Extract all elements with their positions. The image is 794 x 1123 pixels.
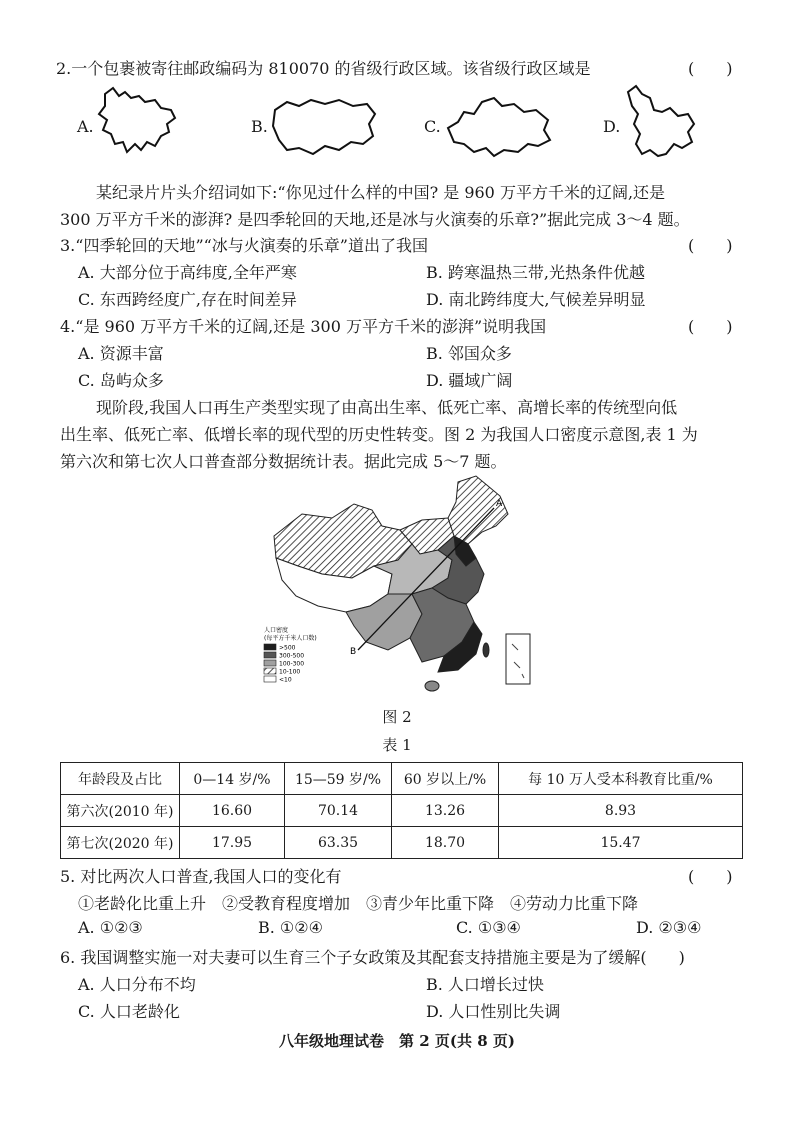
q3-option-b: B. 跨寒温热三带,光热条件优越 <box>426 263 646 282</box>
table-cell: 70.14 <box>285 795 392 827</box>
question-6-stem: 6. 我国调整实施一对夫妻可以生育三个子女政策及其配套支持措施主要是为了缓解( ) <box>60 948 685 967</box>
table-cell: 13.26 <box>392 795 499 827</box>
q6-option-d: D. 人口性别比失调 <box>426 1002 561 1021</box>
table-header: 年龄段及占比 <box>61 763 180 795</box>
q4-option-a: A. 资源丰富 <box>78 344 164 363</box>
province-shape-b <box>269 96 379 158</box>
q2-option-c-label: C. <box>424 117 441 136</box>
table-cell: 18.70 <box>392 827 499 859</box>
population-density-map <box>262 474 532 700</box>
q3-option-d: D. 南北跨纬度大,气候差异明显 <box>426 290 646 309</box>
question-3-answer-paren: ( ) <box>688 236 733 255</box>
question-2-stem: 2.一个包裹被寄往邮政编码为 810070 的省级行政区域。该省级行政区域是 <box>56 59 591 78</box>
intro-paragraph-2-line-1: 现阶段,我国人口再生产类型实现了由高出生率、低死亡率、高增长率的传统型向低 <box>96 398 678 417</box>
table-cell: 63.35 <box>285 827 392 859</box>
legend-item-100-300: 100-300 <box>279 660 305 668</box>
question-5-stem: 5. 对比两次人口普查,我国人口的变化有 <box>60 867 342 886</box>
legend-swatch-500-plus <box>264 644 276 650</box>
q2-option-b-label: B. <box>251 117 268 136</box>
legend-title: 人口密度 <box>264 627 289 634</box>
legend-item-500-plus: >500 <box>279 644 296 652</box>
q4-option-d: D. 疆域广阔 <box>426 371 513 390</box>
province-shape-c <box>444 94 554 160</box>
point-b-label: B <box>350 647 357 657</box>
legend-item-10-100: 10-100 <box>279 668 301 676</box>
legend-swatch-300-500 <box>264 652 276 658</box>
table-cell: 8.93 <box>499 795 743 827</box>
question-4-answer-paren: ( ) <box>688 317 733 336</box>
census-table <box>60 762 743 859</box>
q6-option-b: B. 人口增长过快 <box>426 975 544 994</box>
q5-option-c: C. ①③④ <box>456 918 521 937</box>
q2-option-d-label: D. <box>603 117 621 136</box>
table-header: 0—14 岁/% <box>180 763 285 795</box>
q6-option-c: C. 人口老龄化 <box>78 1002 180 1021</box>
table-cell: 第六次(2010 年) <box>61 795 180 827</box>
table-caption: 表 1 <box>382 736 412 754</box>
legend-swatch-100-300 <box>264 660 276 666</box>
question-4-stem: 4.“是 960 万平方千米的辽阔,还是 300 万平方千米的澎湃”说明我国 <box>60 317 547 336</box>
q5-option-d: D. ②③④ <box>636 918 702 937</box>
intro-paragraph-2-line-2: 出生率、低死亡率、低增长率的现代型的历史性转变。图 2 为我国人口密度示意图,表 1 为 <box>60 425 698 444</box>
q3-option-a: A. 大部分位于高纬度,全年严寒 <box>78 263 297 282</box>
table-header: 每 10 万人受本科教育比重/% <box>499 763 743 795</box>
table-header-row <box>61 763 743 795</box>
table-cell: 16.60 <box>180 795 285 827</box>
q4-option-c: C. 岛屿众多 <box>78 371 164 390</box>
q5-statements: ①老龄化比重上升 ②受教育程度增加 ③青少年比重下降 ④劳动力比重下降 <box>78 894 639 913</box>
q2-option-a-label: A. <box>77 117 94 136</box>
table-row <box>61 827 743 859</box>
table-header: 60 岁以上/% <box>392 763 499 795</box>
question-5-answer-paren: ( ) <box>688 867 733 886</box>
legend-swatch-10-100 <box>264 668 276 674</box>
province-shape-a <box>95 86 177 158</box>
question-3-stem: 3.“四季轮回的天地”“冰与火演奏的乐章”道出了我国 <box>60 236 428 255</box>
table-cell: 15.47 <box>499 827 743 859</box>
q5-option-a: A. ①②③ <box>78 918 143 937</box>
q6-option-a: A. 人口分布不均 <box>78 975 196 994</box>
legend-item-under-10: <10 <box>279 676 292 684</box>
province-shape-d <box>620 82 700 162</box>
page-footer: 八年级地理试卷 第 2 页(共 8 页) <box>279 1032 515 1050</box>
question-2-answer-paren: ( ) <box>688 59 733 78</box>
region-northeast-hatched <box>448 476 508 544</box>
table-cell: 第七次(2020 年) <box>61 827 180 859</box>
point-a-label: A <box>496 499 503 509</box>
region-hainan <box>425 681 439 691</box>
q4-option-b: B. 邻国众多 <box>426 344 512 363</box>
table-cell: 17.95 <box>180 827 285 859</box>
legend-swatch-under-10 <box>264 676 276 682</box>
table-header: 15—59 岁/% <box>285 763 392 795</box>
q3-option-c: C. 东西跨经度广,存在时间差异 <box>78 290 297 309</box>
intro-paragraph-1-line-1: 某纪录片片头介绍词如下:“你见过什么样的中国? 是 960 万平方千米的辽阔,还是 <box>96 183 666 202</box>
legend-subtitle: (每平方千米人口数) <box>264 635 317 642</box>
region-taiwan <box>483 643 489 657</box>
table-row <box>61 795 743 827</box>
q5-option-b: B. ①②④ <box>258 918 323 937</box>
figure-caption: 图 2 <box>382 708 412 726</box>
intro-paragraph-2-line-3: 第六次和第七次人口普查部分数据统计表。据此完成 5～7 题。 <box>60 452 507 471</box>
south-china-sea-inset <box>506 634 530 684</box>
intro-paragraph-1-line-2: 300 万平方千米的澎湃? 是四季轮回的天地,还是冰与火演奏的乐章?”据此完成 3～4 题。 <box>60 210 690 229</box>
legend-item-300-500: 300-500 <box>279 652 305 660</box>
